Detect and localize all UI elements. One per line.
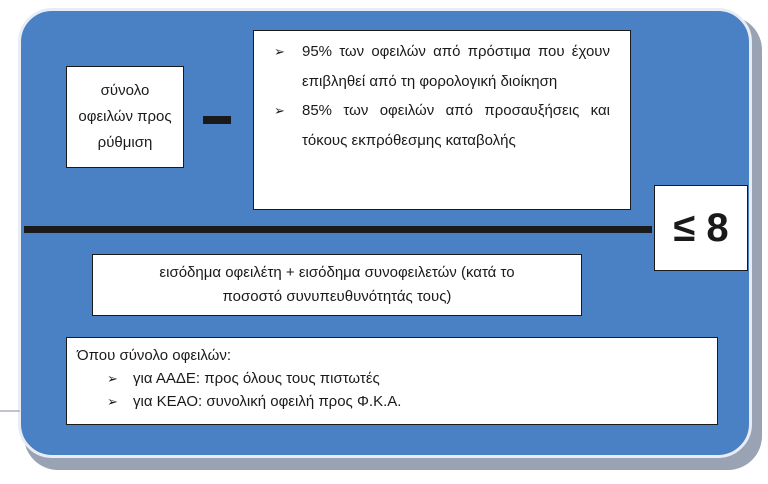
total-debts-line2: οφειλών προς (78, 108, 172, 125)
ratio-limit-label: ≤ 8 (673, 205, 729, 250)
deductions-box (253, 30, 631, 210)
arrow-bullet-icon: ➢ (274, 44, 285, 59)
minus-operator (203, 116, 231, 124)
ratio-limit-box (654, 185, 748, 271)
note-item (77, 367, 707, 390)
note-heading: Όπου σύνολο οφειλών: (77, 347, 232, 364)
income-box (92, 254, 582, 316)
arrow-bullet-icon: ➢ (107, 371, 118, 386)
deduction-text: 85% των οφειλών από προσαυξήσεις και τόκους εκπρόθεσμης καταβολής (302, 102, 610, 149)
edge-line (0, 410, 20, 412)
arrow-bullet-icon: ➢ (274, 103, 285, 118)
income-line2: ποσοστό συνυπευθυνότητάς τους) (222, 288, 452, 305)
income-line1: εισόδημα οφειλέτη + εισόδημα συνοφειλετών (κατά το (159, 264, 515, 281)
arrow-bullet-icon: ➢ (107, 394, 118, 409)
deduction-text: 95% των οφειλών από πρόστιμα που έχουν επιβληθεί από τη φορολογική διοίκηση (302, 43, 610, 90)
note-item-text: για ΚΕΑΟ: συνολική οφειλή προς Φ.Κ.Α. (133, 393, 402, 410)
total-debts-box (66, 66, 184, 168)
note-item-text: για ΑΑΔΕ: προς όλους τους πιστωτές (133, 370, 380, 387)
definition-note-box (66, 337, 718, 425)
deduction-item (274, 96, 610, 155)
fraction-line (24, 226, 652, 233)
note-item (77, 390, 707, 413)
total-debts-line1: σύνολο (100, 82, 150, 99)
total-debts-line3: ρύθμιση (97, 134, 153, 151)
deduction-item (274, 37, 610, 96)
